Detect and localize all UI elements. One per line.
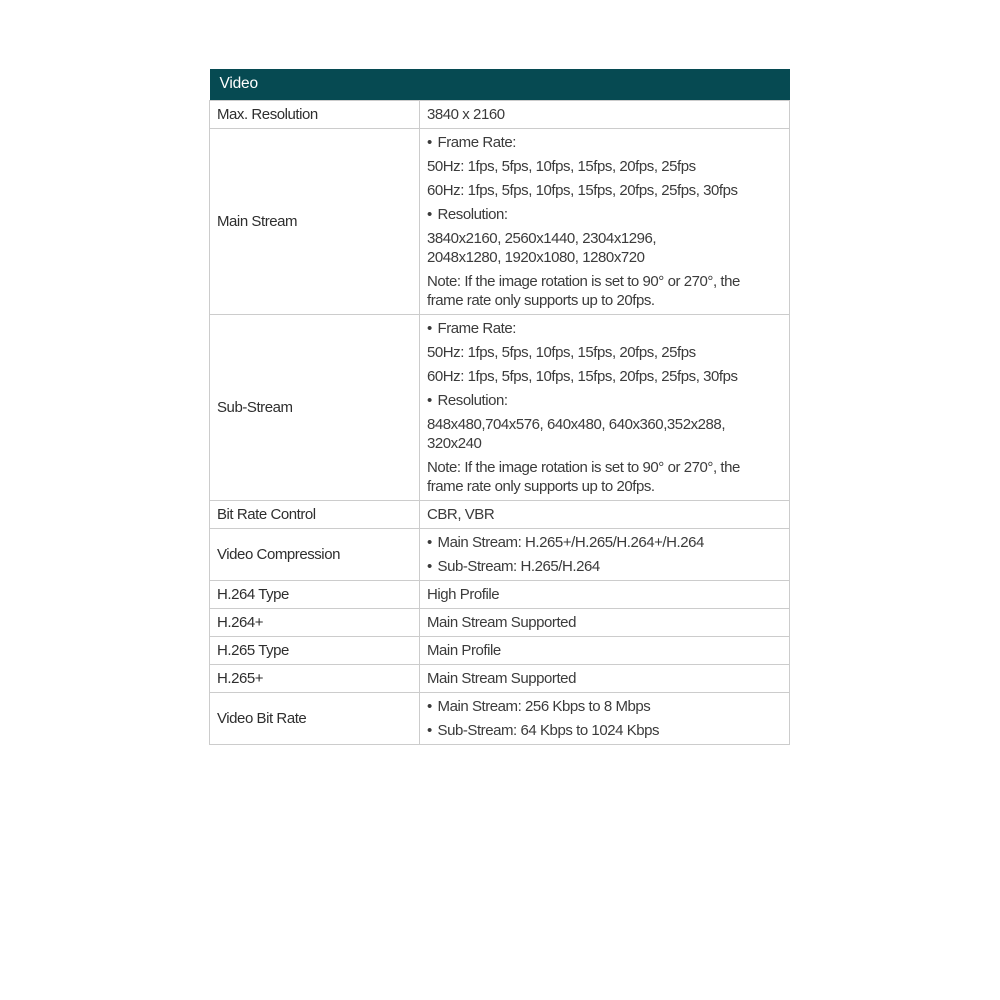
value-line: CBR, VBR [427,505,495,523]
bullet-icon: • [427,391,432,409]
spec-label: Max. Resolution [210,100,420,128]
value-line: 3840x2160, 2560x1440, 2304x1296, [427,229,657,247]
bullet-icon: • [427,721,432,739]
spec-value [420,692,790,744]
bullet-icon: • [427,133,432,151]
value-line: Main Stream Supported [427,669,576,687]
spec-row [210,528,790,580]
table-title: Video [210,69,790,100]
table-header-row [210,69,790,100]
spec-label: Main Stream [210,128,420,314]
bullet-icon: • [427,697,432,715]
value-line: 848x480,704x576, 640x480, 640x360,352x288, [427,415,726,433]
spec-value [420,500,790,528]
spec-row [210,608,790,636]
spec-row [210,128,790,314]
spec-value [420,314,790,500]
value-line: Main Profile [427,641,501,659]
spec-row [210,314,790,500]
bullet-line: • Sub-Stream: H.265/H.264 [427,557,600,575]
value-line: High Profile [427,585,500,603]
value-line: frame rate only supports up to 20fps. [427,291,655,309]
value-line: 60Hz: 1fps, 5fps, 10fps, 15fps, 20fps, 25fps, 30fps [427,367,738,385]
spec-value [420,528,790,580]
spec-value [420,580,790,608]
bullet-line: • Main Stream: 256 Kbps to 8 Mbps [427,697,651,715]
spec-value [420,100,790,128]
spec-label: Video Bit Rate [210,692,420,744]
spec-label: H.264+ [210,608,420,636]
value-line: frame rate only supports up to 20fps. [427,477,655,495]
spec-value [420,608,790,636]
spec-label: Video Compression [210,528,420,580]
bullet-icon: • [427,205,432,223]
bullet-line: • Resolution: [427,205,508,223]
value-line: 320x240 [427,434,482,452]
bullet-icon: • [427,533,432,551]
value-line: 3840 x 2160 [427,105,505,123]
spec-row [210,692,790,744]
spec-label: H.265+ [210,664,420,692]
value-line: 2048x1280, 1920x1080, 1280x720 [427,248,645,266]
spec-value [420,636,790,664]
bullet-line: • Main Stream: H.265+/H.265/H.264+/H.264 [427,533,704,551]
spec-label: H.265 Type [210,636,420,664]
bullet-line: • Sub-Stream: 64 Kbps to 1024 Kbps [427,721,660,739]
spec-row [210,580,790,608]
spec-row [210,636,790,664]
spec-value [420,664,790,692]
value-line: 60Hz: 1fps, 5fps, 10fps, 15fps, 20fps, 25fps, 30fps [427,181,738,199]
bullet-line: • Frame Rate: [427,133,516,151]
value-line: Note: If the image rotation is set to 90° or 270°, the [427,458,740,476]
spec-label: Sub-Stream [210,314,420,500]
spec-row [210,664,790,692]
video-spec-table [209,69,790,745]
spec-label: H.264 Type [210,580,420,608]
value-line: Main Stream Supported [427,613,576,631]
bullet-icon: • [427,319,432,337]
value-line: 50Hz: 1fps, 5fps, 10fps, 15fps, 20fps, 25fps [427,157,696,175]
bullet-icon: • [427,557,432,575]
bullet-line: • Resolution: [427,391,508,409]
spec-row [210,100,790,128]
value-line: Note: If the image rotation is set to 90° or 270°, the [427,272,740,290]
spec-row [210,500,790,528]
value-line: 50Hz: 1fps, 5fps, 10fps, 15fps, 20fps, 25fps [427,343,696,361]
bullet-line: • Frame Rate: [427,319,516,337]
spec-label: Bit Rate Control [210,500,420,528]
spec-table-body [210,100,790,744]
spec-value [420,128,790,314]
